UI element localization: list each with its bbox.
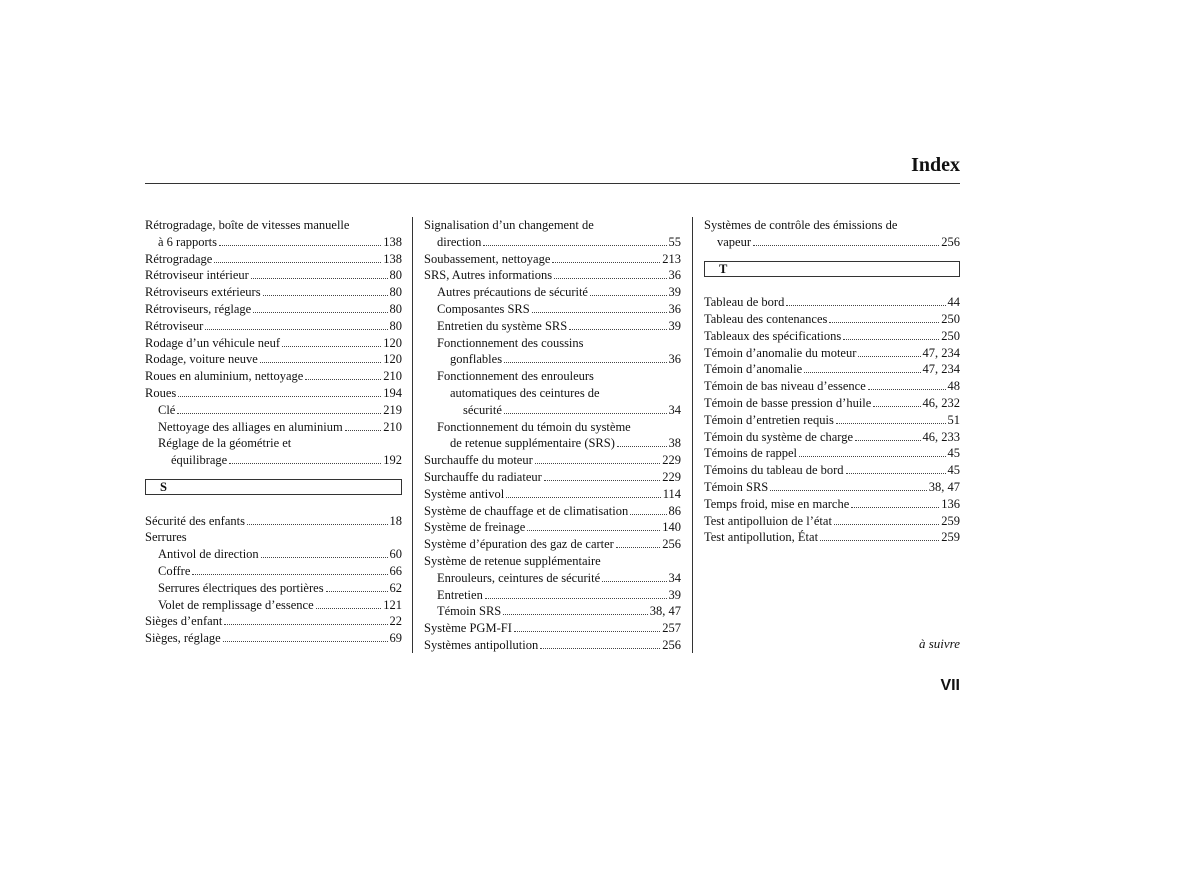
index-entry-page: 192 [383,453,402,467]
index-entry-page: 138 [383,235,402,249]
index-entry[interactable] [704,529,960,546]
index-entry[interactable] [145,597,402,614]
index-entry-page: 46, 233 [922,430,960,444]
dot-leader [554,267,666,279]
dot-leader [770,479,927,491]
dot-leader [590,284,667,296]
page-number: VII [940,677,960,694]
dot-leader [829,311,939,323]
index-entry-text: automatiques des ceintures de [450,386,600,400]
index-entry-text: Entretien du système SRS [437,319,568,333]
index-entry-text: Système de chauffage et de climatisation [424,504,629,518]
index-entry-page: 51 [947,413,960,427]
index-entry[interactable] [704,445,960,462]
dot-leader [514,620,660,632]
index-entry-page: 47, 234 [922,346,960,360]
index-entry-text: Test antipolluion de l’état [704,514,832,528]
index-entry[interactable] [704,311,960,328]
index-entry-text: Roues [145,386,177,400]
index-entry-page: 257 [662,621,681,635]
index-entry-text: Entretien [437,588,483,602]
dot-leader [503,603,648,615]
index-entry-text: Autres précautions de sécurité [437,285,588,299]
index-entry[interactable] [424,553,681,570]
index-entry-text: Système de freinage [424,520,526,534]
dot-leader [345,419,382,431]
index-entry-page: 22 [389,614,402,628]
index-entry-text: Sièges, réglage [145,631,221,645]
index-entry[interactable] [704,513,960,530]
index-entry[interactable] [145,351,402,368]
index-column-3 [704,217,960,653]
dot-leader [305,368,381,380]
index-entry-page: 38, 47 [649,604,681,618]
index-entry[interactable] [145,284,402,301]
index-entry-text: sécurité [463,403,502,417]
index-entry[interactable] [424,335,681,352]
index-entry[interactable] [145,435,402,452]
index-entry[interactable] [424,536,681,553]
dot-leader [834,513,939,525]
index-entry-text: Rétroviseurs, réglage [145,302,252,316]
dot-leader [820,529,939,541]
dot-leader [326,580,388,592]
dot-leader [873,395,920,407]
dot-leader [855,429,920,441]
index-entry-page: 66 [389,564,402,578]
index-entry[interactable] [145,580,402,597]
index-entry[interactable] [424,603,681,620]
index-column-1 [145,217,402,653]
index-entry-text: Soubassement, nettoyage [424,252,551,266]
index-entry[interactable] [704,395,960,412]
index-entry-page: 259 [941,530,960,544]
index-entry[interactable] [424,637,681,654]
index-entry-page: 194 [383,386,402,400]
index-entry[interactable] [145,267,402,284]
index-entry-text: Rétrogradage [145,252,213,266]
index-entry-text: Témoin de bas niveau d’essence [704,379,866,393]
index-entry-page: 229 [662,470,681,484]
index-entry-text: Signalisation d’un changement de [424,218,594,232]
section-letter-s: S [145,479,402,495]
dot-leader [483,234,666,246]
index-entry[interactable] [145,251,402,268]
dot-leader [485,587,667,599]
index-entry-text: Temps froid, mise en marche [704,497,850,511]
index-entry-page: 256 [662,537,681,551]
dot-leader [214,251,381,263]
index-entry[interactable] [424,234,681,251]
index-entry-text: Réglage de la géométrie et [158,436,292,450]
index-entry[interactable] [424,368,681,385]
dot-leader [630,503,666,515]
index-entry-text: Composantes SRS [437,302,530,316]
index-entry-page: 39 [668,319,681,333]
index-entry-page: 250 [941,329,960,343]
index-entry-page: 18 [389,514,402,528]
dot-leader [532,301,667,313]
dot-leader [192,563,387,575]
index-entry[interactable] [424,419,681,436]
index-entry[interactable] [424,251,681,268]
index-entry-text: gonflables [450,352,503,366]
index-entry-text: Clé [158,403,176,417]
dot-leader [843,328,939,340]
dot-leader [836,412,946,424]
index-entry-page: 34 [668,403,681,417]
index-entry-text: Test antipollution, État [704,530,819,544]
index-entry-text: Surchauffe du moteur [424,453,533,467]
index-entry-text: Témoin de basse pression d’huile [704,396,872,410]
index-entry[interactable] [424,503,681,520]
index-entry[interactable] [704,294,960,311]
dot-leader [229,452,381,464]
index-entry-page: 38, 47 [928,480,960,494]
index-entry-text: Systèmes antipollution [424,638,539,652]
index-entry-text: Rétroviseur intérieur [145,268,249,282]
dot-leader [799,445,945,457]
dot-leader [868,378,946,390]
index-entry-text: Sécurité des enfants [145,514,245,528]
index-entry[interactable] [145,335,402,352]
index-entry-page: 38 [668,436,681,450]
index-entry-page: 36 [668,302,681,316]
index-entry-page: 229 [662,453,681,467]
index-entry[interactable] [424,620,681,637]
index-entry-text: Enrouleurs, ceintures de sécurité [437,571,601,585]
index-entry-text: Roues en aluminium, nettoyage [145,369,304,383]
index-entry-page: 80 [389,268,402,282]
index-entry[interactable] [145,368,402,385]
index-entry[interactable] [145,402,402,419]
index-entry-text: Témoin d’anomalie [704,362,803,376]
index-entry-text: direction [437,235,482,249]
index-entry-page: 39 [668,588,681,602]
index-entry-page: 45 [947,463,960,477]
dot-leader [617,435,667,447]
index-entry-text: Coffre [158,564,191,578]
index-entry[interactable] [424,519,681,536]
index-entry-text: Rodage d’un véhicule neuf [145,336,281,350]
dot-leader [282,335,381,347]
dot-leader [552,251,660,263]
index-entry[interactable] [704,345,960,362]
dot-leader [261,546,388,558]
index-entry[interactable] [704,496,960,513]
index-entry-page: 44 [947,295,960,309]
dot-leader [205,318,387,330]
dot-leader [178,385,381,397]
index-entry[interactable] [145,630,402,647]
dot-leader [804,361,920,373]
dot-leader [540,637,660,649]
dot-leader [506,486,661,498]
dot-leader [219,234,381,246]
index-entry-text: Témoin d’anomalie du moteur [704,346,857,360]
index-entry-page: 250 [941,312,960,326]
index-entry-page: 120 [383,336,402,350]
index-entry-page: 80 [389,319,402,333]
index-entry[interactable] [704,217,960,234]
index-entry-page: 140 [662,520,681,534]
index-entry[interactable] [145,217,402,234]
dot-leader [177,402,381,414]
index-entry[interactable] [704,234,960,251]
dot-leader [263,284,388,296]
index-entry[interactable] [145,529,402,546]
index-entry[interactable] [145,419,402,436]
index-entry-page: 121 [383,598,402,612]
dot-leader [858,345,920,357]
index-entry-page: 86 [668,504,681,518]
index-entry-page: 138 [383,252,402,266]
index-entry-page: 55 [668,235,681,249]
index-entry[interactable] [704,412,960,429]
index-entry-text: Système de retenue supplémentaire [424,554,601,568]
index-entry-page: 48 [947,379,960,393]
index-entry-page: 256 [941,235,960,249]
dot-leader [224,613,387,625]
index-entry-page: 210 [383,420,402,434]
index-entry-text: de retenue supplémentaire (SRS) [450,436,615,450]
index-entry[interactable] [704,479,960,496]
index-entry-page: 256 [662,638,681,652]
index-entry[interactable] [704,462,960,479]
index-entry[interactable] [145,301,402,318]
page-title: Index [911,154,960,176]
index-entry-page: 259 [941,514,960,528]
dot-leader [851,496,939,508]
continued-note: à suivre [918,636,960,651]
index-entry-text: Rétroviseurs extérieurs [145,285,261,299]
dot-leader [260,351,381,363]
index-entry[interactable] [704,378,960,395]
index-entry[interactable] [424,486,681,503]
index-entry-text: Antivol de direction [158,547,259,561]
column-divider-1 [412,217,413,653]
dot-leader [247,513,388,525]
index-entry[interactable] [145,318,402,335]
dot-leader [535,452,660,464]
index-entry[interactable] [704,328,960,345]
index-entry-text: à 6 rapports [158,235,218,249]
index-entry[interactable] [424,301,681,318]
index-entry-text: Serrures [145,530,187,544]
dot-leader [504,402,667,414]
index-entry[interactable] [145,385,402,402]
index-entry-text: Système PGM-FI [424,621,512,635]
index-entry[interactable] [145,234,402,251]
index-entry-text: Fonctionnement des coussins [437,336,584,350]
index-entry-text: Témoin d’entretien requis [704,413,834,427]
index-entry-text: Témoin SRS [704,480,769,494]
index-entry[interactable] [424,385,681,402]
dot-leader [602,570,666,582]
dot-leader [753,234,939,246]
index-entry[interactable] [424,217,681,234]
index-entry[interactable] [424,452,681,469]
index-entry-page: 213 [662,252,681,266]
dot-leader [504,351,666,363]
index-entry-page: 60 [389,547,402,561]
index-entry-page: 36 [668,352,681,366]
index-column-2 [424,217,681,653]
index-entry-page: 47, 234 [922,362,960,376]
index-entry-text: Sièges d’enfant [145,614,223,628]
index-entry[interactable] [424,351,681,368]
dot-leader [253,301,387,313]
index-entry-text: Témoins du tableau de bord [704,463,844,477]
index-entry[interactable] [424,587,681,604]
dot-leader [544,469,660,481]
index-entry[interactable] [145,546,402,563]
index-entry-page: 34 [668,571,681,585]
title-rule [145,183,960,184]
index-entry-text: Système d’épuration des gaz de carter [424,537,614,551]
index-entry[interactable] [424,402,681,419]
index-entry-text: Rétroviseur [145,319,204,333]
index-entry[interactable] [704,361,960,378]
index-entry-text: vapeur [717,235,752,249]
index-entry[interactable] [145,563,402,580]
index-entry-text: SRS, Autres informations [424,268,553,282]
index-entry-page: 69 [389,631,402,645]
index-entry-page: 210 [383,369,402,383]
dot-leader [846,462,946,474]
index-entry[interactable] [424,267,681,284]
index-entry[interactable] [145,513,402,530]
index-entry-text: Systèmes de contrôle des émissions de [704,218,898,232]
index-entry-text: Fonctionnement du témoin du système [437,420,631,434]
index-entry[interactable] [424,284,681,301]
index-entry[interactable] [145,613,402,630]
index-entry[interactable] [145,452,402,469]
index-entry[interactable] [424,469,681,486]
dot-leader [527,519,660,531]
index-entry-text: Serrures électriques des portières [158,581,324,595]
index-entry[interactable] [704,429,960,446]
index-entry[interactable] [424,318,681,335]
index-entry-text: Témoin SRS [437,604,502,618]
index-entry-page: 120 [383,352,402,366]
index-entry-text: Volet de remplissage d’essence [158,598,314,612]
index-entry-page: 114 [662,487,681,501]
index-entry-text: Tableaux des spécifications [704,329,842,343]
index-entry-page: 80 [389,285,402,299]
dot-leader [223,630,388,642]
index-entry-page: 39 [668,285,681,299]
index-entry-text: Témoin du système de charge [704,430,854,444]
index-entry-text: Surchauffe du radiateur [424,470,542,484]
index-entry-page: 80 [389,302,402,316]
section-letter-t: T [704,261,960,277]
index-entry-page: 46, 232 [922,396,960,410]
index-entry-page: 219 [383,403,402,417]
index-entry-page: 36 [668,268,681,282]
index-entry-text: Témoins de rappel [704,446,798,460]
index-entry-text: Rétrogradage, boîte de vitesses manuelle [145,218,350,232]
index-entry-page: 136 [941,497,960,511]
index-entry-text: Système antivol [424,487,505,501]
index-entry-text: Tableau de bord [704,295,785,309]
dot-leader [569,318,666,330]
dot-leader [786,294,945,306]
index-entry-text: Rodage, voiture neuve [145,352,258,366]
index-entry[interactable] [424,570,681,587]
index-entry-page: 45 [947,446,960,460]
dot-leader [251,267,388,279]
index-entry-page: 62 [389,581,402,595]
index-entry-text: Nettoyage des alliages en aluminium [158,420,343,434]
dot-leader [316,597,382,609]
index-entry-text: équilibrage [171,453,228,467]
index-entry-text: Tableau des contenances [704,312,828,326]
column-divider-2 [692,217,693,653]
dot-leader [616,536,660,548]
index-entry-text: Fonctionnement des enrouleurs [437,369,594,383]
index-entry[interactable] [424,435,681,452]
